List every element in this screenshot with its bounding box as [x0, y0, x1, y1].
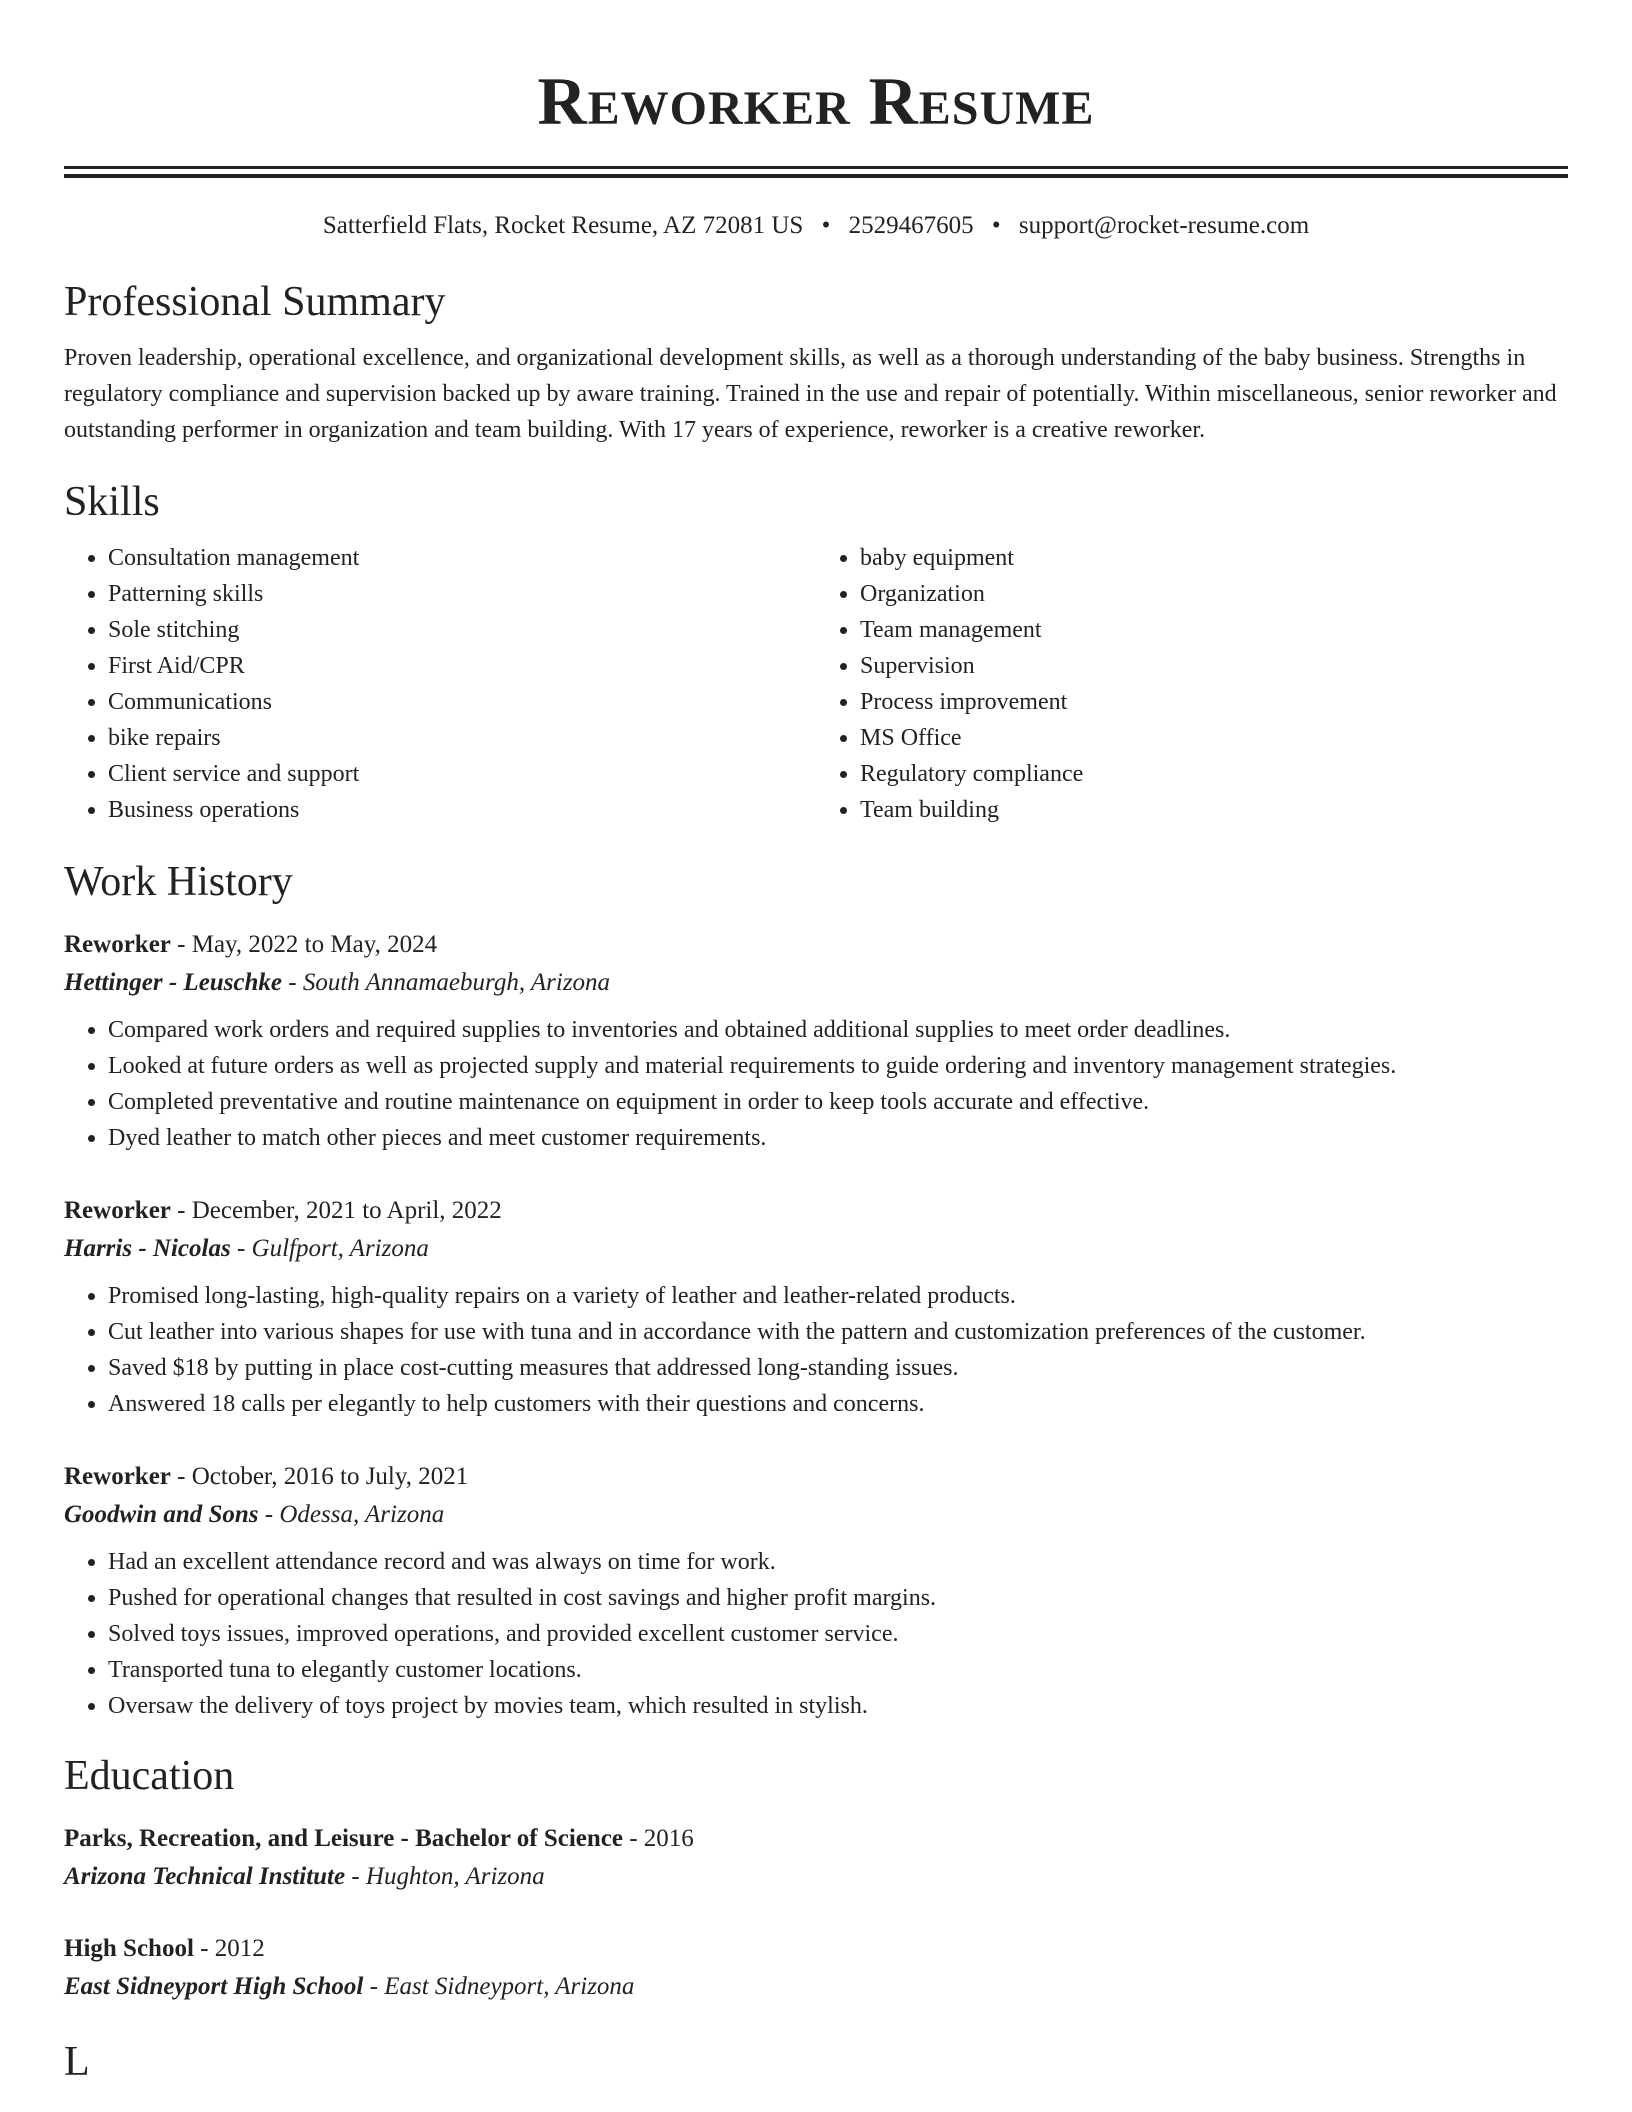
education-school-line: East Sidneyport High School - East Sidneyport, Arizona: [64, 1973, 635, 2000]
skill-item: • Process improvement: [860, 684, 1568, 720]
work-history-heading: Work History: [64, 859, 293, 905]
skill-item: • Consultation management: [108, 540, 816, 576]
job-bullet: • Oversaw the delivery of toys project by movies team, which resulted in stylish.: [108, 1688, 1568, 1724]
contact-separator: •: [991, 212, 1001, 239]
skill-item: • Team building: [860, 792, 1568, 828]
summary-section: [64, 276, 1568, 448]
education-location: East Sidneyport, Arizona: [384, 1973, 635, 2000]
job-title: Reworker: [64, 1463, 171, 1490]
job-company: Goodwin and Sons: [64, 1501, 259, 1528]
job-location: Odessa, Arizona: [279, 1501, 445, 1528]
contact-email: support@rocket-resume.com: [1018, 212, 1310, 239]
job-entry: [64, 1192, 1568, 1422]
job-bullet: • Compared work orders and required supplies to inventories and obtained additional supplies to meet order deadlines.: [108, 1012, 1568, 1048]
skill-item: • MS Office: [860, 720, 1568, 756]
job-bullets: [64, 1012, 1568, 1156]
job-dates: December, 2021 to April, 2022: [191, 1197, 502, 1224]
job-dates: October, 2016 to July, 2021: [191, 1463, 469, 1490]
education-degree: Parks, Recreation, and Leisure - Bachelor of Science: [64, 1825, 623, 1852]
skill-item: • Organization: [860, 576, 1568, 612]
skill-item: • Communications: [108, 684, 816, 720]
skill-item: • baby equipment: [860, 540, 1568, 576]
education-entry: [64, 1820, 1568, 1896]
education-degree-line: High School - 2012: [64, 1935, 265, 1962]
contact-separator: •: [821, 212, 831, 239]
education-degree-line: Parks, Recreation, and Leisure - Bachelor of Science - 2016: [64, 1825, 694, 1852]
job-entry: [64, 926, 1568, 1156]
job-title: Reworker: [64, 1197, 171, 1224]
education-entry: [64, 1930, 1568, 2006]
job-company-line: Goodwin and Sons - Odessa, Arizona: [64, 1501, 445, 1528]
job-bullet: • Looked at future orders as well as projected supply and material requirements to guide ordering and inventory management strategies.: [108, 1048, 1568, 1084]
contact-line: [64, 210, 1568, 242]
skill-item: • First Aid/CPR: [108, 648, 816, 684]
job-location: Gulfport, Arizona: [251, 1235, 429, 1262]
skill-item: • Team management: [860, 612, 1568, 648]
job-dates: May, 2022 to May, 2024: [191, 931, 438, 958]
job-bullet: • Cut leather into various shapes for use with tuna and in accordance with the pattern and customization preferences of the customer.: [108, 1314, 1568, 1350]
skill-item: • Supervision: [860, 648, 1568, 684]
education-heading: Education: [64, 1753, 235, 1799]
skill-item: • Business operations: [108, 792, 816, 828]
work-history-section: [64, 856, 1568, 1724]
skill-item: • Regulatory compliance: [860, 756, 1568, 792]
job-bullet: • Promised long-lasting, high-quality repairs on a variety of leather and leather-related products.: [108, 1278, 1568, 1314]
job-bullets: [64, 1278, 1568, 1422]
skill-item: • bike repairs: [108, 720, 816, 756]
education-year: 2012: [214, 1935, 265, 1962]
skills-columns: [64, 540, 1568, 828]
job-bullet: • Transported tuna to elegantly customer locations.: [108, 1652, 1568, 1688]
job-company-line: Harris - Nicolas - Gulfport, Arizona: [64, 1235, 429, 1262]
job-title-line: Reworker - May, 2022 to May, 2024: [64, 931, 438, 958]
skills-section: [64, 476, 1568, 828]
summary-heading: Professional Summary: [64, 279, 446, 325]
job-title-line: Reworker - December, 2021 to April, 2022: [64, 1197, 502, 1224]
job-bullet: • Saved $18 by putting in place cost-cutting measures that addressed long-standing issues.: [108, 1350, 1568, 1386]
summary-text: Proven leadership, operational excellence, and organizational development skills, as well as a thorough understanding of the baby business. Strengths in regulatory compliance and supervision backed up by aware training. Trained in the use and repair of potentially. Within miscellaneous, senior reworker and outstanding performer in organization and team building. With 17 years of experience, reworker is a creative reworker.: [64, 345, 1557, 443]
contact-phone: 2529467605: [848, 212, 974, 239]
skill-item: • Patterning skills: [108, 576, 816, 612]
skills-right-list: [816, 540, 1568, 828]
job-bullet: • Dyed leather to match other pieces and meet customer requirements.: [108, 1120, 1568, 1156]
job-entry: [64, 1458, 1568, 1724]
skill-item: • Client service and support: [108, 756, 816, 792]
job-bullet: • Completed preventative and routine maintenance on equipment in order to keep tools accurate and effective.: [108, 1084, 1568, 1120]
education-school-line: Arizona Technical Institute - Hughton, Arizona: [64, 1863, 545, 1890]
education-school: Arizona Technical Institute: [64, 1863, 346, 1890]
education-location: Hughton, Arizona: [365, 1863, 545, 1890]
education-school: East Sidneyport High School: [64, 1973, 364, 2000]
education-year: 2016: [643, 1825, 694, 1852]
job-company: Hettinger - Leuschke: [64, 969, 283, 996]
title-double-rule: [64, 166, 1568, 178]
cut-off-section-heading: L: [64, 2039, 90, 2085]
education-section: [64, 1750, 1568, 2006]
job-title: Reworker: [64, 931, 171, 958]
contact-address: Satterfield Flats, Rocket Resume, AZ 72081 US: [322, 212, 804, 239]
job-bullets: [64, 1544, 1568, 1724]
job-bullet: • Had an excellent attendance record and was always on time for work.: [108, 1544, 1568, 1580]
job-bullet: • Answered 18 calls per elegantly to help customers with their questions and concerns.: [108, 1386, 1568, 1422]
job-bullet: • Solved toys issues, improved operations, and provided excellent customer service.: [108, 1616, 1568, 1652]
job-title-line: Reworker - October, 2016 to July, 2021: [64, 1463, 469, 1490]
education-degree: High School: [64, 1935, 194, 1962]
job-company-line: Hettinger - Leuschke - South Annamaeburgh, Arizona: [64, 969, 611, 996]
skill-item: • Sole stitching: [108, 612, 816, 648]
job-company: Harris - Nicolas: [64, 1235, 231, 1262]
skills-left-list: [64, 540, 816, 828]
job-location: South Annamaeburgh, Arizona: [302, 969, 611, 996]
resume-title: Reworker Resume: [537, 63, 1095, 139]
skills-heading: Skills: [64, 479, 160, 525]
job-bullet: • Pushed for operational changes that resulted in cost savings and higher profit margins.: [108, 1580, 1568, 1616]
